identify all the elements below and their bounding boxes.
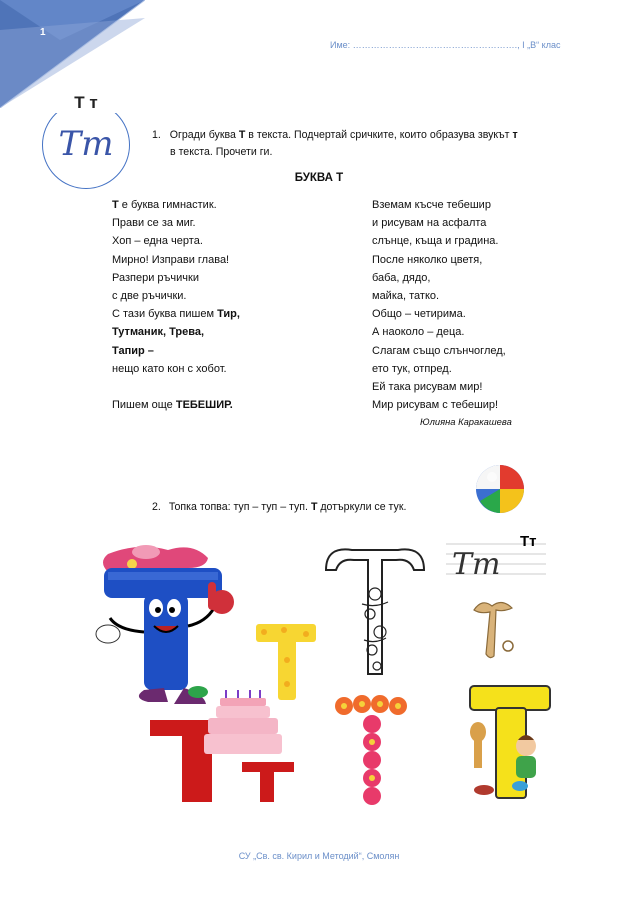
poem-author: Юлияна Каракашева [420, 416, 512, 427]
poem-right-column [372, 196, 612, 414]
letter-script: Тт [58, 124, 114, 164]
poem-line: с две ръчички. [112, 289, 187, 302]
student-name-line: Име: ………………………………………………., I „В“ клас [330, 40, 561, 50]
poem-line: слънце, къща и градина. [372, 235, 499, 248]
cursive-letter-card-image [446, 528, 546, 584]
poem-line: Общо – четирима. [372, 308, 466, 321]
poem-line: Хоп – една черта. [112, 235, 203, 248]
poem-line: После няколко цветя, [372, 253, 483, 266]
poem-line: Вземам късче тебешир [372, 199, 491, 211]
poem-line: Тутманик, Трева, [112, 326, 205, 339]
flower-letter-image [334, 694, 410, 812]
cursive-card-label: Тт [520, 533, 537, 550]
gold-letter-image [468, 596, 516, 662]
poem-line: баба, дядо, [372, 271, 431, 284]
task-2 [152, 499, 406, 516]
task-1 [152, 127, 572, 161]
poem-line: Слагам също слънчоглед, [372, 344, 506, 357]
poem-line: ето тук, отпред. [372, 362, 452, 375]
poem-line: Тапир – [112, 344, 154, 357]
yellow-letter-with-kid-image [464, 682, 558, 804]
poem-line: Ей така рисувам мир! [372, 380, 483, 393]
ball-image [474, 463, 526, 515]
poem-line: Пишем още ТЕБЕШИР. [112, 399, 233, 412]
outline-flower-letter-image [322, 544, 428, 680]
poem-title: БУКВА Т [294, 172, 344, 184]
poem-line [112, 378, 352, 396]
task-2-text-a: Топка топва: туп – туп – туп. [168, 501, 311, 513]
task-1-text-b: в текста. Подчертай сричките, които образува звукът [245, 129, 513, 141]
corner-decoration [0, 0, 145, 108]
poem-line: Разпери ръчички [112, 271, 199, 284]
task-2-bold: Т [310, 501, 318, 513]
poem-line: С тази буква пишем Тир, [112, 308, 240, 321]
poem-line: А наоколо – деца. [372, 326, 465, 339]
task-1-number: 1. [152, 129, 161, 141]
birthday-cake-letter-image [146, 690, 296, 804]
cursive-card-script: Тт [452, 547, 501, 582]
poem-line: Т е буква гимнастик. [112, 199, 217, 211]
poem-line: и рисувам на асфалта [372, 217, 487, 230]
poem-line: майка, татко. [372, 289, 440, 302]
task-1-text-c: в текста. Прочети ги. [170, 146, 273, 158]
poem-line: Мир рисувам с тебешир! [372, 399, 499, 412]
poem-left-column [112, 196, 352, 414]
task-1-text-a: Огради буква [169, 129, 239, 141]
poem-line: Мирно! Изправи глава! [112, 253, 230, 266]
task-1-bold-sound: т [512, 129, 518, 141]
task-2-number: 2. [152, 501, 161, 513]
poem-line: нещо като кон с хобот. [112, 362, 227, 375]
poem-line: Прави се за миг. [112, 217, 196, 230]
task-2-text-b: дотъркули се тук. [317, 501, 407, 513]
page-number: 1 [40, 27, 46, 38]
letter-title: Т т [43, 93, 129, 113]
blue-letter-character-image [88, 522, 250, 708]
task-1-bold-letter: Т [238, 129, 246, 141]
footer: СУ „Св. св. Кирил и Методий“, Смолян [238, 851, 400, 861]
